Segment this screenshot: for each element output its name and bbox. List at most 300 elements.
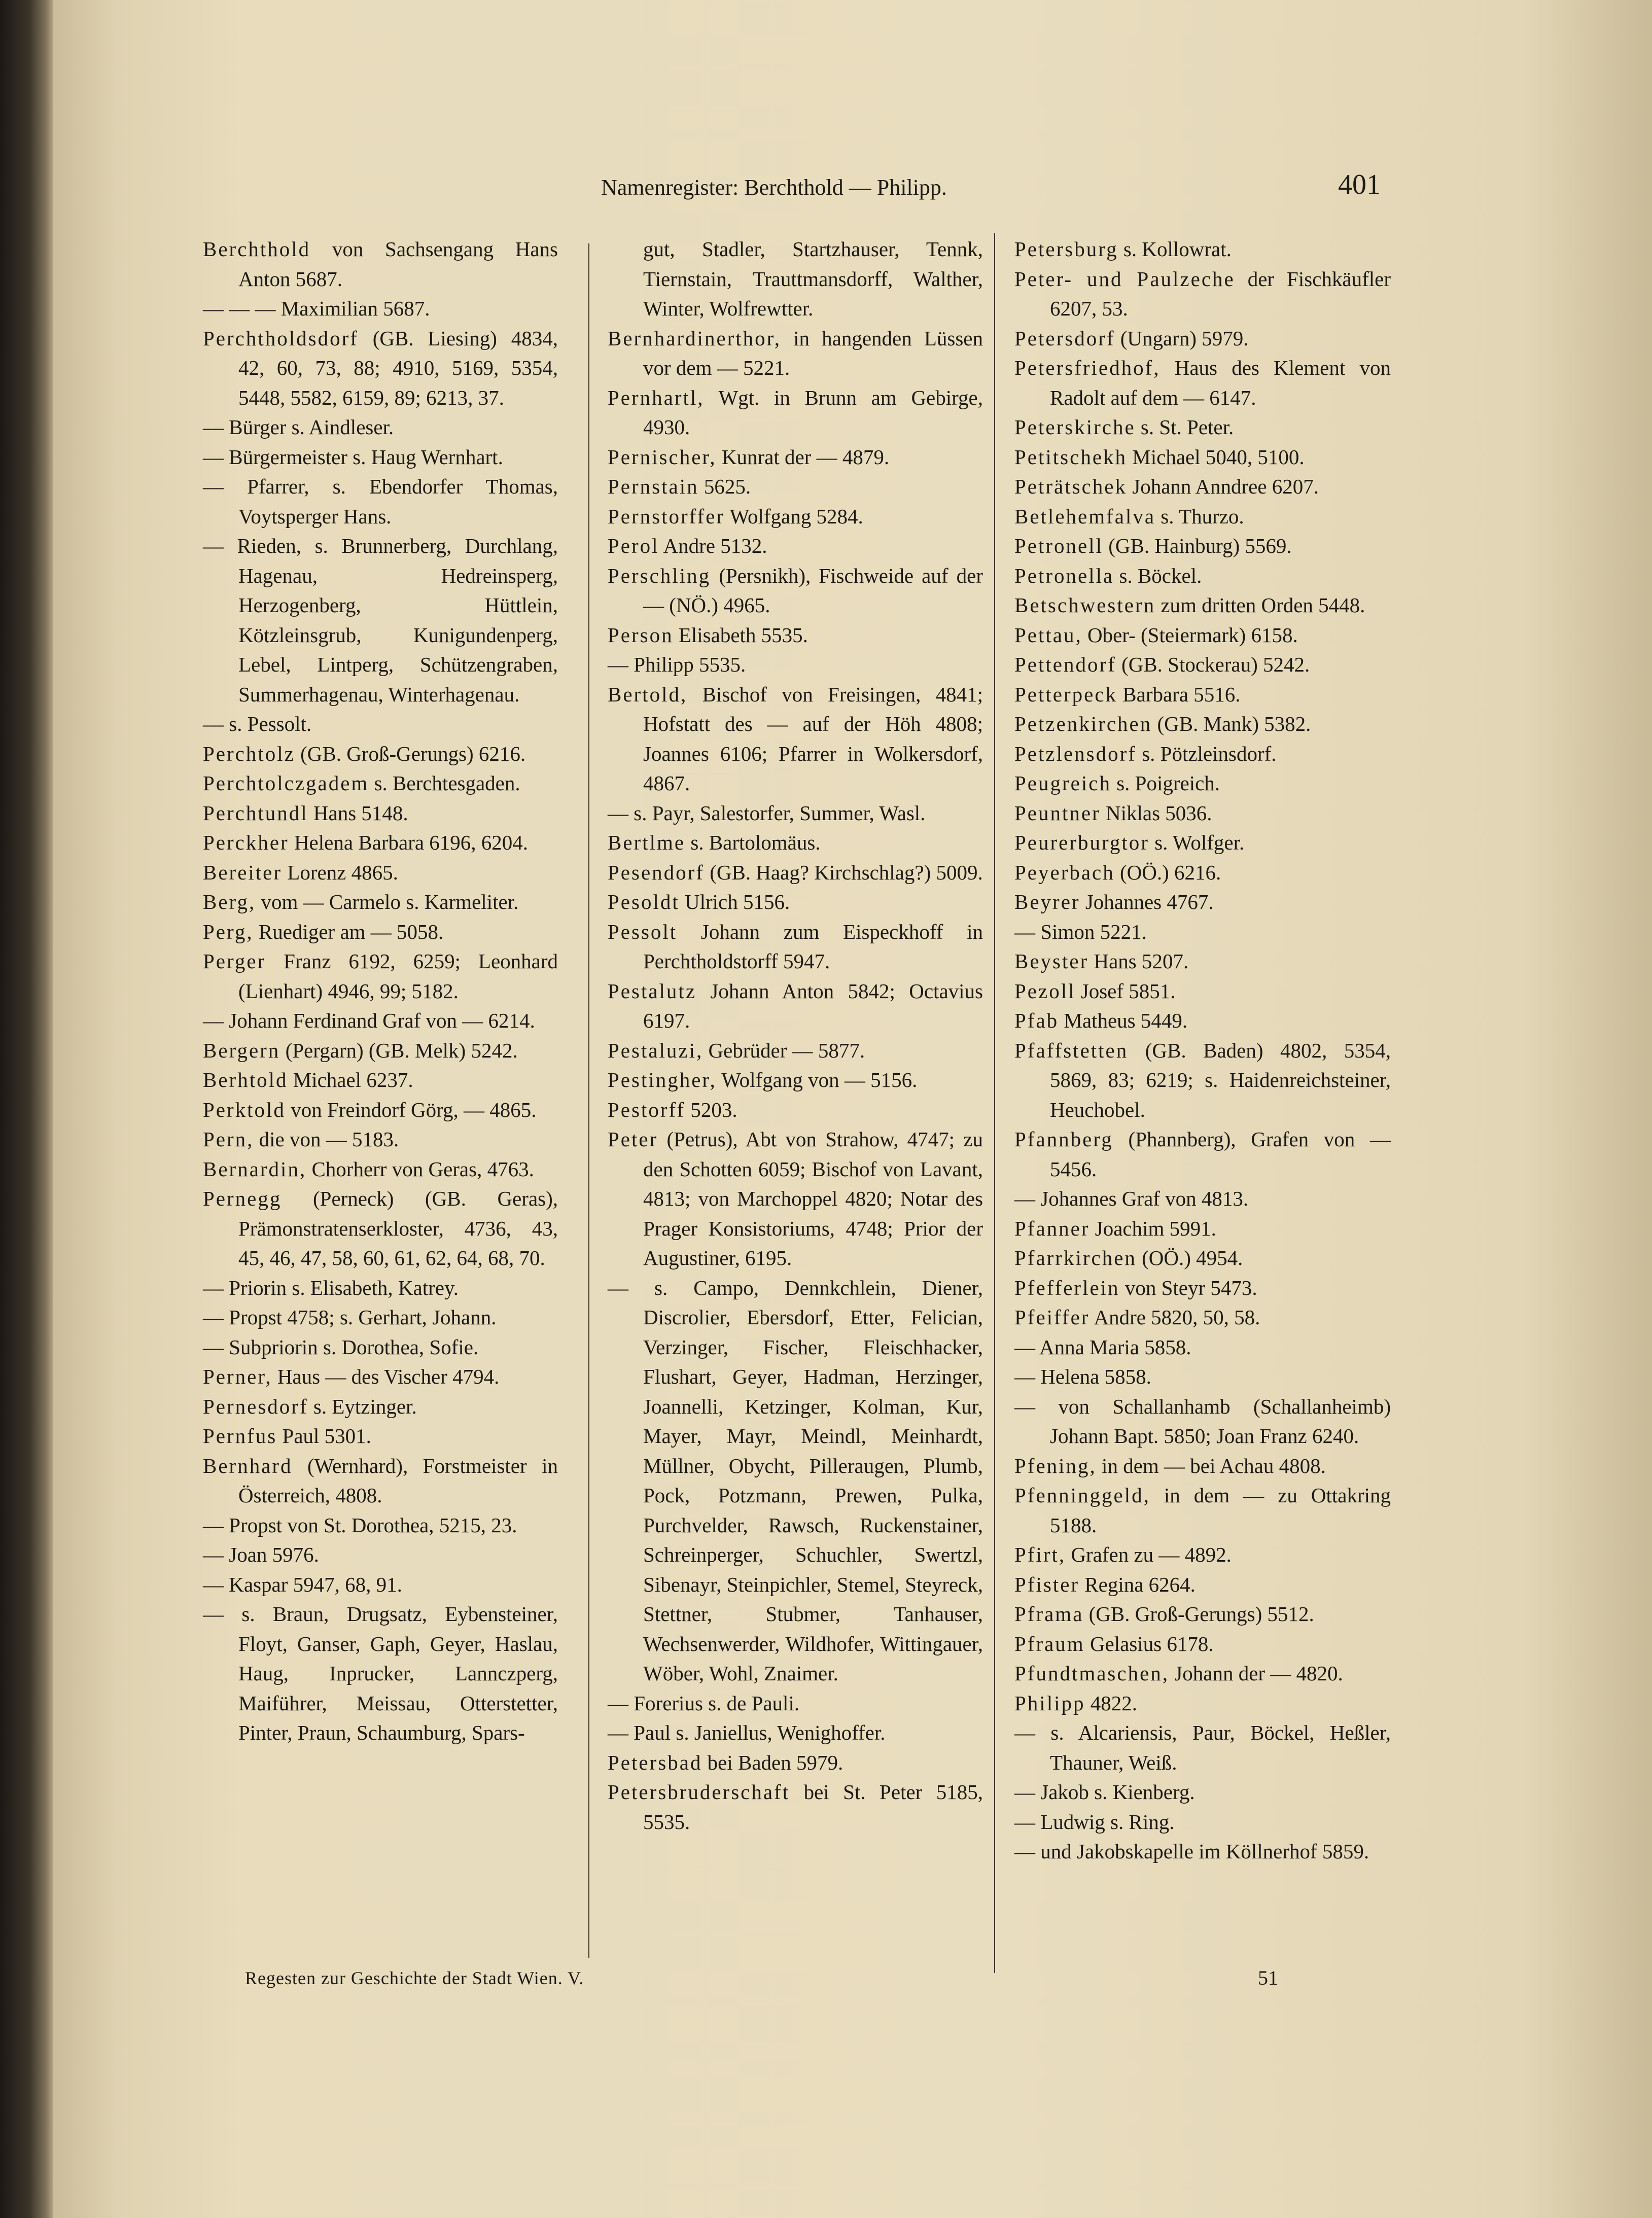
entry-headword: Pfeiffer <box>1014 1306 1090 1329</box>
entry-headword: Berchthold <box>203 237 311 261</box>
entry-text: — Priorin s. Elisabeth, Katrey. <box>203 1276 459 1299</box>
entry-headword: Peugreich <box>1014 771 1111 795</box>
entry-headword: Pernfus <box>203 1424 277 1448</box>
entry-text: s. Wolfger. <box>1149 831 1245 854</box>
index-entry <box>1014 1540 1391 1570</box>
index-entry <box>203 294 558 324</box>
entry-text: bei St. Peter 5185, 5535. <box>643 1780 983 1834</box>
entry-text: s. Bartolomäus. <box>685 831 821 854</box>
entry-text: Gelasius 6178. <box>1084 1632 1214 1656</box>
entry-headword: Pfab <box>1014 1009 1059 1032</box>
entry-headword: Beyster <box>1014 949 1089 973</box>
index-entry <box>1014 1718 1391 1777</box>
entry-headword: Pernegg <box>203 1187 282 1210</box>
entry-text: — s. Pessolt. <box>203 712 312 735</box>
index-entry <box>608 442 983 472</box>
index-entry <box>1014 531 1391 561</box>
index-entry <box>608 1718 983 1748</box>
entry-text: s. Böckel. <box>1114 564 1202 587</box>
entry-text: — Propst von St. Dorothea, 5215, 23. <box>203 1513 517 1537</box>
entry-text: Niklas 5036. <box>1100 801 1212 825</box>
entry-headword: Pframa <box>1014 1602 1084 1626</box>
entry-headword: Peterskirche <box>1014 415 1136 439</box>
entry-headword: Pfister <box>1014 1572 1080 1596</box>
index-entry <box>1014 1481 1391 1540</box>
index-entry <box>1014 1332 1391 1362</box>
index-entry <box>1014 1688 1391 1718</box>
entry-text: — Johann Ferdinand Graf von — 6214. <box>203 1009 535 1032</box>
entry-headword: Bergern <box>203 1038 280 1062</box>
entry-headword: Pfanner <box>1014 1216 1090 1240</box>
entry-text: — s. Alcariensis, Paur, Böckel, Heßler, Thauner, Weiß. <box>1014 1721 1391 1774</box>
index-entry <box>203 858 558 888</box>
entry-text: Johann Anton 5842; Octavius 6197. <box>643 979 983 1032</box>
entry-headword: Petronella <box>1014 564 1114 587</box>
entry-text: — s. Campo, Dennkchlein, Diener, Discrolier, Ebersdorf, Etter, Felician, Verzinger, Fischer, Fleischhacker, Flushart, Geyer, Hadman, Herzinger, Joannelli, Ketzinger, Kolman, Kur, Mayer, Mayr, Meindl, Meinhardt, Müllner, Obycht, Pillerаugen, Plumb, Pock, Potzmann, Prewen, Pulka, Purchvelder, Rawsch, Ruckenstainer, Schreinperger, Schuchler, Swertzl, Sibenayr, Steinpichler, Stemel, Steyreck, Stettner, Stubmer, Tanhauser, Wechsenwerder, Wildhofer, Wittingauer, Wöber, Wohl, Znaimer. <box>608 1276 983 1685</box>
entry-text: Haus des Klement von Radolt auf dem — 6147. <box>1050 356 1391 409</box>
entry-headword: Pestingher, <box>608 1068 717 1092</box>
index-entry <box>608 798 983 828</box>
index-entry <box>203 709 558 739</box>
index-entry <box>608 1095 983 1125</box>
entry-text: s. Pötzleinsdorf. <box>1136 742 1277 765</box>
entry-headword: Petronell <box>1014 534 1104 557</box>
entry-headword: Perchtolz <box>203 742 295 765</box>
index-entry <box>203 1540 558 1570</box>
entry-text: von Steyr 5473. <box>1119 1276 1257 1299</box>
index-entry <box>203 1065 558 1095</box>
entry-headword: Pestorff <box>608 1098 686 1121</box>
index-entry <box>608 976 983 1036</box>
index-entry <box>1014 442 1391 472</box>
entry-text: Johannes 4767. <box>1080 890 1214 913</box>
entry-text: (Persnikh), Fischweide auf der — (NÖ.) 4965. <box>643 564 983 617</box>
index-entry <box>608 1748 983 1778</box>
entry-text: s. Poigreich. <box>1111 771 1220 795</box>
entry-text: — Rieden, s. Brunnerberg, Durchlang, Hagenau, Hedreinsperg, Herzogenberg, Hüttlein, Kötzleinsgrub, Kunigundenperg, Lebel, Lintperg, Schützengraben, Summerhagenau, Winterhagenau. <box>203 534 558 706</box>
index-entry <box>1014 768 1391 798</box>
book-binding-shadow <box>0 0 53 2218</box>
entry-text: Ober- (Steiermark) 6158. <box>1082 623 1298 647</box>
entry-text: (GB. Groß-Gerungs) 5512. <box>1083 1602 1314 1626</box>
index-entry <box>1014 976 1391 1006</box>
entry-headword: Berhtold <box>203 1068 288 1092</box>
entry-text: Paul 5301. <box>277 1424 371 1448</box>
signature-mark: 51 <box>1258 1966 1278 1989</box>
index-entry <box>203 1124 558 1154</box>
entry-headword: Pezoll <box>1014 979 1076 1003</box>
entry-headword: Peuntner <box>1014 801 1101 825</box>
entry-headword: Pfaffstetten <box>1014 1038 1129 1062</box>
entry-headword: Bernhardinerthor, <box>608 326 781 350</box>
entry-text: — Simon 5221. <box>1014 920 1147 943</box>
entry-text: Kunrat der — 4879. <box>716 445 890 469</box>
entry-text: zum dritten Orden 5448. <box>1155 593 1365 617</box>
index-entry <box>1014 709 1391 739</box>
entry-text: s. St. Peter. <box>1135 415 1234 439</box>
index-entry <box>203 798 558 828</box>
entry-headword: Petitschekh <box>1014 445 1128 469</box>
index-entry <box>608 531 983 561</box>
entry-headword: Bernardin, <box>203 1157 307 1181</box>
entry-text: s. Eytzinger. <box>308 1394 417 1418</box>
entry-text: — Kaspar 5947, 68, 91. <box>203 1572 402 1596</box>
entry-headword: Petersbruderschaft <box>608 1780 790 1804</box>
index-entry <box>203 739 558 769</box>
entry-text: — Johannes Graf von 4813. <box>1014 1187 1249 1210</box>
entry-text: (GB. Liesing) 4834, 42, 60, 73, 88; 4910, 5169, 5354, 5448, 5582, 6159, 89; 6213, 37. <box>238 326 558 409</box>
entry-text: (Phannberg), Grafen von — 5456. <box>1050 1128 1391 1181</box>
entry-text: Josef 5851. <box>1075 979 1176 1003</box>
entry-text: (GB. Mank) 5382. <box>1152 712 1311 735</box>
entry-headword: Beyrer <box>1014 890 1080 913</box>
entry-text: Franz 6192, 6259; Leonhard (Lienhart) 4946, 99; 5182. <box>238 949 558 1003</box>
entry-headword: Peyerbach <box>1014 860 1115 884</box>
index-entry <box>1014 620 1391 650</box>
entry-text: 4822. <box>1085 1691 1137 1715</box>
entry-headword: Petersburg <box>1014 237 1118 261</box>
entry-headword: Perktold <box>203 1098 286 1121</box>
entry-text: Gebrüder — 5877. <box>703 1038 865 1062</box>
entry-text: Grafen zu — 4892. <box>1066 1543 1232 1566</box>
entry-headword: Pfarrkirchen <box>1014 1246 1137 1270</box>
index-entry <box>1014 680 1391 710</box>
index-entry <box>203 1451 558 1510</box>
entry-text: Michael 6237. <box>288 1068 413 1092</box>
entry-text: s. Berchtesgaden. <box>369 771 520 795</box>
index-entry <box>608 324 983 383</box>
index-entry <box>203 234 558 294</box>
index-entry <box>203 1510 558 1540</box>
index-entry <box>203 917 558 947</box>
entry-text: der Fischkäufler 6207, 53. <box>1050 267 1391 320</box>
entry-text: — von Schallanhamb (Schallanheimb) Johann Bapt. 5850; Joan Franz 6240. <box>1014 1394 1391 1448</box>
index-entry <box>203 442 558 472</box>
index-entry <box>1014 828 1391 858</box>
index-entry <box>1014 472 1391 502</box>
entry-text: — Bürger s. Aindleser. <box>203 415 394 439</box>
index-entry <box>1014 887 1391 917</box>
index-entry <box>1014 1807 1391 1837</box>
entry-text: Lorenz 4865. <box>282 860 398 884</box>
entry-text: — Helena 5858. <box>1014 1365 1151 1388</box>
index-entry <box>608 1777 983 1837</box>
index-entry <box>203 1036 558 1066</box>
entry-headword: Pernesdorf <box>203 1394 308 1418</box>
entry-headword: Pfenninggeld, <box>1014 1484 1150 1507</box>
entry-headword: Peurerburgtor <box>1014 831 1149 854</box>
entry-headword: Pfefferlein <box>1014 1276 1120 1299</box>
entry-text: — Joan 5976. <box>203 1543 319 1566</box>
entry-headword: Pernstain <box>608 475 699 498</box>
entry-text: von Freindorf Görg, — 4865. <box>285 1098 537 1121</box>
entry-text: Helena Barbara 6196, 6204. <box>289 831 529 854</box>
index-entry <box>203 472 558 531</box>
entry-headword: Perg, <box>203 920 254 943</box>
entry-text: (GB. Stockerau) 5242. <box>1116 653 1310 676</box>
entry-text: (Perneck) (GB. Geras), Prämonstratenserkloster, 4736, 43, 45, 46, 47, 58, 60, 61, 62, 64, 68, 70. <box>238 1187 558 1270</box>
entry-headword: Pfannberg <box>1014 1128 1113 1151</box>
index-entry <box>1014 1599 1391 1629</box>
entry-headword: Pernischer, <box>608 445 717 469</box>
index-entry <box>1014 561 1391 591</box>
entry-text: Haus — des Vischer 4794. <box>272 1365 500 1388</box>
index-entry <box>1014 650 1391 680</box>
entry-text: (OÖ.) 6216. <box>1114 860 1221 884</box>
entry-headword: Petersfriedhof, <box>1014 356 1161 379</box>
index-entry <box>608 828 983 858</box>
entry-text: (GB. Groß-Gerungs) 6216. <box>295 742 526 765</box>
entry-text: in dem — zu Ottakring 5188. <box>1050 1484 1391 1537</box>
entry-headword: Bertold, <box>608 682 688 706</box>
entry-headword: Berg, <box>203 890 256 913</box>
entry-headword: Pern, <box>203 1128 254 1151</box>
index-entry <box>1014 1036 1391 1125</box>
index-entry <box>1014 234 1391 264</box>
entry-headword: Bertlme <box>608 831 686 854</box>
index-entry <box>203 1570 558 1600</box>
index-entry <box>1014 739 1391 769</box>
entry-text: Barbara 5516. <box>1117 682 1241 706</box>
index-entry <box>203 1362 558 1392</box>
index-entry <box>1014 502 1391 532</box>
entry-headword: Pfundtmaschen, <box>1014 1662 1170 1685</box>
index-entry <box>1014 1184 1391 1214</box>
entry-text: (Wernhard), Forstmeister in Österreich, 4808. <box>238 1454 558 1507</box>
index-entry <box>203 531 558 709</box>
entry-headword: Perschling <box>608 564 711 587</box>
entry-headword: Peter <box>608 1128 658 1151</box>
entry-headword: Perchtholdsdorf <box>203 326 359 350</box>
entry-headword: Betlehemfalva <box>1014 504 1156 528</box>
entry-text: Matheus 5449. <box>1059 1009 1188 1032</box>
entry-text: gut, Stadler, Startzhauser, Tennk, Tiernstain, Trauttmansdorff, Walther, Winter, Wolfrewtter. <box>643 237 983 320</box>
entry-headword: Pfening, <box>1014 1454 1097 1477</box>
index-entry <box>608 1036 983 1066</box>
entry-headword: Perol <box>608 534 659 557</box>
entry-text: — s. Payr, Salestorfer, Summer, Wasl. <box>608 801 926 825</box>
index-entry <box>203 828 558 858</box>
index-entry <box>203 1095 558 1125</box>
entry-headword: Petterpeck <box>1014 682 1118 706</box>
entry-headword: Pessolt <box>608 920 678 943</box>
entry-headword: Pesendorf <box>608 860 705 884</box>
index-entry <box>1014 858 1391 888</box>
entry-text: Hans 5148. <box>308 801 408 825</box>
entry-headword: Perckher <box>203 831 289 854</box>
index-entry <box>203 1302 558 1332</box>
entry-text: Joachim 5991. <box>1089 1216 1216 1240</box>
entry-text: — Philipp 5535. <box>608 653 746 676</box>
entry-headword: Pfirt, <box>1014 1543 1066 1566</box>
entry-text: s. Kollowrat. <box>1118 237 1232 261</box>
entry-text: — Pfarrer, s. Ebendorfer Thomas, Voytsperger Hans. <box>203 475 558 528</box>
entry-headword: Perner, <box>203 1365 272 1388</box>
entry-text: s. Thurzo. <box>1155 504 1244 528</box>
index-entry <box>203 1273 558 1303</box>
index-entry <box>1014 1124 1391 1184</box>
index-entry <box>1014 1362 1391 1392</box>
index-entry <box>608 887 983 917</box>
entry-text: die von — 5183. <box>254 1128 399 1151</box>
entry-headword: Petersbad <box>608 1750 702 1774</box>
entry-text: (Ungarn) 5979. <box>1115 326 1249 350</box>
entry-text: Wolfgang 5284. <box>725 504 863 528</box>
entry-headword: Pettendorf <box>1014 653 1116 676</box>
index-entry <box>1014 946 1391 976</box>
index-entry <box>1014 324 1391 354</box>
index-entry <box>608 917 983 976</box>
entry-text: Chorherr von Geras, 4763. <box>306 1157 534 1181</box>
index-entry <box>608 1124 983 1273</box>
entry-text: Ruediger am — 5058. <box>253 920 444 943</box>
page-header <box>0 169 1652 203</box>
index-entry <box>608 680 983 798</box>
index-entry <box>203 412 558 442</box>
entry-text: — Anna Maria 5858. <box>1014 1335 1191 1359</box>
index-entry <box>608 383 983 442</box>
index-entry <box>608 472 983 502</box>
index-entry <box>1014 798 1391 828</box>
entry-text: 5203. <box>685 1098 737 1121</box>
entry-text: bei Baden 5979. <box>702 1750 843 1774</box>
entry-text: Bischof von Freisingen, 4841; Hofstatt des — auf der Höh 4808; Joannes 6106; Pfarrer in Wolkersdorf, 4867. <box>643 682 983 795</box>
entry-text: Elisabeth 5535. <box>673 623 808 647</box>
entry-text: Wgt. in Brunn am Gebirge, 4930. <box>643 385 983 439</box>
index-column-1 <box>203 234 558 1748</box>
index-entry <box>608 502 983 532</box>
entry-headword: Pfraum <box>1014 1632 1085 1656</box>
entry-headword: Perger <box>203 949 266 973</box>
entry-text: (Pergarn) (GB. Melk) 5242. <box>280 1038 518 1062</box>
entry-headword: Petzlensdorf <box>1014 742 1137 765</box>
entry-headword: Pernhartl, <box>608 385 705 409</box>
entry-text: (GB. Haag? Kirchschlag?) 5009. <box>704 860 983 884</box>
entry-text: — Ludwig s. Ring. <box>1014 1810 1175 1834</box>
footer-source: Regesten zur Geschichte der Stadt Wien. V. <box>245 1968 584 1988</box>
entry-headword: Betschwestern <box>1014 593 1156 617</box>
entry-text: Hans 5207. <box>1088 949 1189 973</box>
index-entry <box>1014 1629 1391 1659</box>
index-entry <box>1014 353 1391 412</box>
entry-text: Michael 5040, 5100. <box>1127 445 1305 469</box>
index-entry <box>608 1688 983 1718</box>
entry-headword: Petersdorf <box>1014 326 1115 350</box>
entry-text: (GB. Baden) 4802, 5354, 5869, 83; 6219; s. Haidenreichsteiner, Heuchobel. <box>1050 1038 1391 1121</box>
page-footer <box>0 1963 1652 1993</box>
entry-headword: Pernstorffer <box>608 504 725 528</box>
running-title: Namenregister: Berchthold — Philipp. <box>601 175 947 200</box>
entry-text: — Forerius s. de Pauli. <box>608 1691 800 1715</box>
entry-headword: Pesoldt <box>608 890 680 913</box>
index-entry <box>1014 1273 1391 1303</box>
index-entry <box>608 858 983 888</box>
index-entry <box>1014 264 1391 324</box>
index-entry <box>1014 1570 1391 1600</box>
entry-headword: Pestalutz <box>608 979 697 1003</box>
entry-text: Ulrich 5156. <box>679 890 790 913</box>
index-entry <box>203 887 558 917</box>
entry-headword: Petzenkirchen <box>1014 712 1152 735</box>
index-entry <box>1014 1777 1391 1807</box>
entry-headword: Person <box>608 623 674 647</box>
index-entry <box>1014 1837 1391 1867</box>
page-number: 401 <box>1338 169 1381 200</box>
entry-text: — — — Maximilian 5687. <box>203 297 430 320</box>
entry-text: Andre 5132. <box>659 534 767 557</box>
entry-headword: Peträtschek <box>1014 475 1127 498</box>
index-entry <box>1014 1006 1391 1036</box>
entry-text: 5625. <box>698 475 751 498</box>
entry-headword: Perchtundl <box>203 801 308 825</box>
index-entry <box>1014 1214 1391 1244</box>
index-entry <box>203 324 558 413</box>
index-column-2 <box>608 234 983 1837</box>
column-divider-1 <box>588 243 589 1958</box>
index-entry <box>608 620 983 650</box>
entry-text: — und Jakobskapelle im Köllnerhof 5859. <box>1014 1840 1369 1863</box>
index-entry <box>1014 590 1391 620</box>
index-entry <box>1014 1451 1391 1481</box>
index-entry <box>1014 1659 1391 1688</box>
entry-text: (Petrus), Abt von Strahow, 4747; zu den Schotten 6059; Bischof von Lavant, 4813; von Marchoppel 4820; Notar des Prager Konsistoriums, 4748; Prior der Augustiner, 6195. <box>643 1128 983 1270</box>
entry-text: Johann Anndree 6207. <box>1127 475 1319 498</box>
entry-headword: Peter- und Paulzeche <box>1014 267 1235 291</box>
entry-text: (GB. Hainburg) 5569. <box>1103 534 1292 557</box>
entry-text: Wolfgang von — 5156. <box>716 1068 918 1092</box>
index-entry <box>608 561 983 620</box>
entry-text: vom — Carmelo s. Karmeliter. <box>256 890 519 913</box>
entry-text: von Sachsengang Hans Anton 5687. <box>238 237 558 291</box>
column-divider-2 <box>994 233 995 1973</box>
index-entry <box>203 1006 558 1036</box>
index-entry <box>203 946 558 1006</box>
entry-text: Andre 5820, 50, 58. <box>1089 1306 1260 1329</box>
index-entry <box>1014 1243 1391 1273</box>
entry-headword: Philipp <box>1014 1691 1085 1715</box>
index-entry <box>1014 412 1391 442</box>
entry-headword: Perchtolczgadem <box>203 771 369 795</box>
index-entry <box>203 1332 558 1362</box>
index-entry <box>203 1421 558 1451</box>
entry-text: Johann der — 4820. <box>1169 1662 1343 1685</box>
entry-headword: Pestaluzi, <box>608 1038 704 1062</box>
entry-headword: Bernhard <box>203 1454 293 1477</box>
entry-text: — Propst 4758; s. Gerhart, Johann. <box>203 1306 497 1329</box>
entry-text: (OÖ.) 4954. <box>1136 1246 1243 1270</box>
index-entry <box>203 1154 558 1184</box>
index-entry <box>608 234 983 324</box>
index-entry <box>203 1184 558 1273</box>
entry-headword: Pettau, <box>1014 623 1082 647</box>
entry-text: — Bürgermeister s. Haug Wernhart. <box>203 445 503 469</box>
entry-text: — s. Braun, Drugsatz, Eybensteiner, Floyt, Ganser, Gaph, Geyer, Haslau, Haug, Inprucker, Lannczperg, Maiführer, Meissau, Otterstetter, Pinter, Praun, Schaumburg, Spars- <box>203 1602 558 1744</box>
index-entry <box>1014 1392 1391 1451</box>
index-entry <box>608 650 983 680</box>
entry-text: in dem — bei Achau 4808. <box>1096 1454 1326 1477</box>
index-entry <box>203 1599 558 1748</box>
index-entry <box>203 768 558 798</box>
index-column-3 <box>1014 234 1391 1867</box>
index-entry <box>1014 917 1391 947</box>
index-entry <box>203 1392 558 1422</box>
index-entry <box>608 1273 983 1688</box>
entry-headword: Bereiter <box>203 860 283 884</box>
index-entry <box>608 1065 983 1095</box>
index-entry <box>1014 1302 1391 1332</box>
entry-text: — Jakob s. Kienberg. <box>1014 1780 1195 1804</box>
entry-text: Regina 6264. <box>1079 1572 1196 1596</box>
